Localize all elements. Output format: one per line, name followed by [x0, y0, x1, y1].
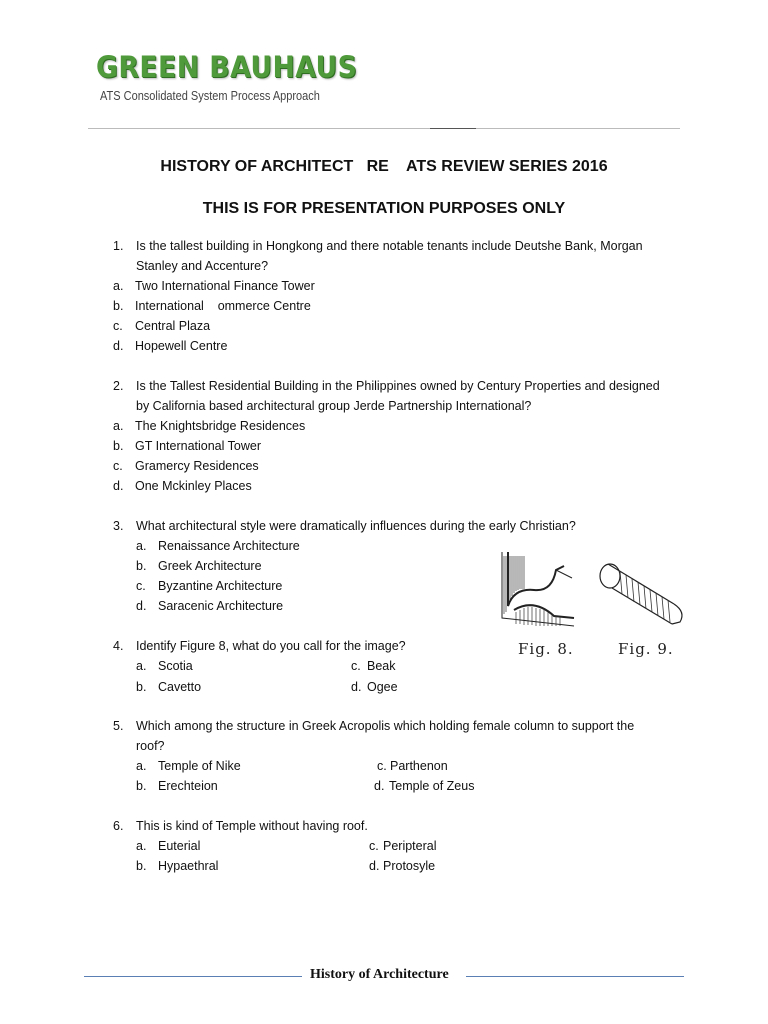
option-3d: d. Saracenic Architecture: [136, 599, 284, 613]
option-4b: b. Cavetto: [136, 680, 202, 694]
header-divider: [88, 128, 680, 129]
page-subtitle: THIS IS FOR PRESENTATION PURPOSES ONLY: [202, 200, 566, 217]
question-text: What architectural style were dramatically influences during the early Christian?: [136, 519, 576, 533]
figure-8-caption: Fig. 8.: [518, 640, 574, 658]
question-number: 1.: [113, 239, 124, 253]
question-text: Which among the structure in Greek Acropolis which holding female column to support the roof?: [136, 719, 635, 753]
page-title: HISTORY OF ARCHITECT RE ATS REVIEW SERIES 2016: [160, 158, 608, 175]
footer-title: History of Architecture: [310, 967, 449, 982]
question-number: 3.: [113, 519, 124, 533]
option-6c: c. Peripteral: [369, 839, 437, 853]
option-2b: b. GT International Tower: [113, 439, 261, 453]
option-1c: c. Central Plaza: [113, 319, 211, 333]
figure-8-illustration: [494, 548, 584, 634]
option-2d: d. One Mckinley Places: [113, 479, 252, 493]
option-6a: a. Euterial: [136, 839, 201, 853]
option-1a: a. Two International Finance Tower: [113, 279, 315, 293]
footer-rule-right: [466, 976, 684, 977]
option-4d: d. Ogee: [351, 680, 398, 694]
option-4c: c. Beak: [351, 659, 396, 673]
figure-9-caption: Fig. 9.: [618, 640, 674, 658]
question-number: 5.: [113, 719, 124, 733]
question-text: This is kind of Temple without having roof.: [136, 819, 368, 833]
question-number: 6.: [113, 819, 124, 833]
option-5c: c. Parthenon: [377, 759, 448, 773]
question-text: Identify Figure 8, what do you call for the image?: [136, 639, 406, 653]
option-2a: a. The Knightsbridge Residences: [113, 419, 306, 433]
option-5a: a. Temple of Nike: [136, 759, 241, 773]
option-6d: d. Protosyle: [369, 859, 436, 873]
option-2c: c. Gramercy Residences: [113, 459, 259, 473]
question-number: 4.: [113, 639, 124, 653]
logo-title: GREEN BAUHAUS: [96, 50, 358, 84]
option-1b: b. International ommerce Centre: [113, 299, 311, 313]
figure-9-illustration: [596, 560, 688, 632]
option-4a: a. Scotia: [136, 659, 193, 673]
option-6b: b. Hypaethral: [136, 859, 219, 873]
option-3a: a. Renaissance Architecture: [136, 539, 300, 553]
option-1d: d. Hopewell Centre: [113, 339, 228, 353]
header-divider-accent: [430, 128, 476, 129]
option-5d: d. Temple of Zeus: [374, 779, 475, 793]
option-5b: b. Erechteion: [136, 779, 218, 793]
option-3b: b. Greek Architecture: [136, 559, 262, 573]
question-number: 2.: [113, 379, 124, 393]
question-text: Is the Tallest Residential Building in the Philippines owned by Century Properties and designed by California based architectural group Jerde Partnership International?: [136, 379, 660, 413]
footer-rule-left: [84, 976, 302, 977]
question-text: Is the tallest building in Hongkong and there notable tenants include Deutshe Bank, Morgan Stanley and Accenture?: [136, 239, 643, 273]
logo-subtitle: ATS Consolidated System Process Approach: [100, 89, 320, 103]
option-3c: c. Byzantine Architecture: [136, 579, 283, 593]
